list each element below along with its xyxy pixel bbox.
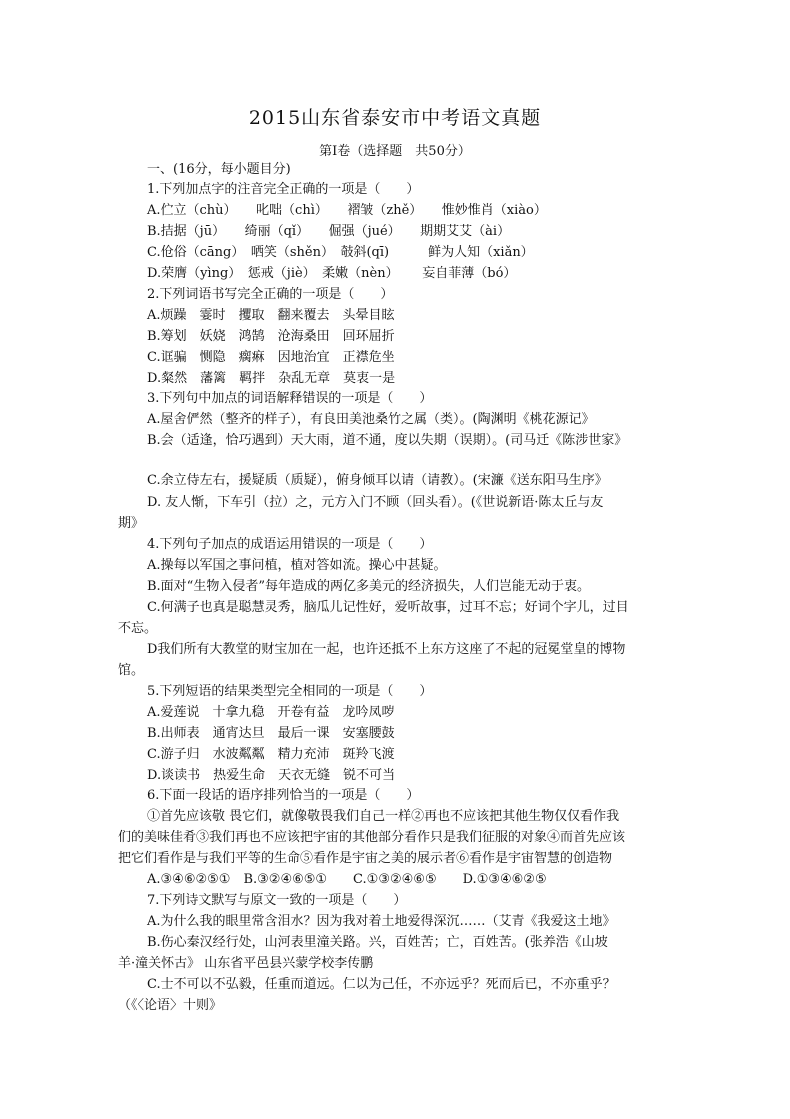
q3-option-a: A.屋舍俨然（整齐的样子），有良田美池桑竹之属（类）。(陶渊明《桃花源记》 — [147, 412, 595, 427]
page-title: 2015山东省泰安市中考语文真题 — [248, 107, 542, 129]
q1-option-a: A.伫立（chù） 叱咄（chì） 褶皱（zhě） 惟妙惟肖（xiào） — [147, 203, 547, 218]
q2-option-b: B.筹划 妖娆 鸿鹄 沧海桑田 回环屈折 — [147, 329, 395, 344]
q1-option-d: D.荣膺（yìng） 惩戒（jiè） 柔嫩（nèn） 妄自菲薄（bó） — [147, 266, 517, 281]
q4-option-c-cont: 不忘。 — [118, 621, 158, 636]
q2-option-c: C.诓骗 恻隐 瘸痳 因地治宜 正襟危坐 — [147, 350, 395, 365]
q7-option-c: C.士不可以不弘毅，任重而道远。仁以为己任，不亦远乎？死而后已，不亦重乎？ — [147, 977, 616, 992]
q3-option-d: D. 友人惭，下车引（拉）之，元方入门不顾（回头看）。(《世说新语·陈太丘与友 — [147, 495, 604, 510]
q4-option-a: A.操每以军国之事问植，植对答如流。操心中甚疑。 — [147, 558, 447, 573]
q6-options: A.③④⑥②⑤① B.③②④⑥⑤① C.①③②④⑥⑤ D.①③④⑥②⑤ — [147, 872, 547, 887]
q3-option-b: B.会（适逢，恰巧遇到）天大雨，道不通，度以失期（误期）。(司马迁《陈涉世家》 — [147, 433, 628, 448]
q6-passage-line-2: 们的美味佳肴③我们再也不应该把宇宙的其他部分看作只是我们征服的对象④而首先应该 — [118, 830, 626, 845]
q7-option-b-cont: 羊·潼关怀古》 山东省平邑县兴蒙学校李传鹏 — [118, 956, 374, 971]
q7-option-c-cont: （《〈论语〉十则》 — [118, 998, 223, 1013]
q4-option-d: D我们所有大教堂的财宝加在一起，也许还抵不上东方这座了不起的冠冕堂皇的博物 — [147, 642, 626, 657]
question-6: 6.下面一段话的语序排列恰当的一项是（ ） — [147, 788, 420, 803]
question-4: 4.下列句子加点的成语运用错误的一项是（ ） — [147, 537, 433, 552]
q7-option-b: B.伤心秦汉经行处，山河表里潼关路。兴，百姓苦；亡，百姓苦。(张养浩《山坡 — [147, 935, 608, 950]
q4-option-d-cont: 馆。 — [118, 663, 145, 678]
q5-option-a: A.爱莲说 十拿九稳 开卷有益 龙吟凤哕 — [147, 705, 395, 720]
q1-option-c: C.伧俗（cāng） 哂笑（shěn） 攲斜(qī) 鲜为人知（xiǎn） — [147, 245, 534, 260]
q6-passage-line-3: 把它们看作是与我们平等的生命⑤看作是宇宙之美的展示者⑥看作是宇宙智慧的创造物 — [118, 851, 613, 866]
q5-option-d: D.谈读书 热爱生命 天衣无缝 锐不可当 — [147, 768, 396, 783]
question-3: 3.下列句中加点的词语解释错误的一项是（ ） — [147, 391, 433, 406]
q2-option-d: D.粲然 藩篱 羁拌 杂乱无章 莫衷一是 — [147, 371, 396, 386]
question-1: 1.下列加点字的注音完全正确的一项是（ ） — [147, 182, 420, 197]
question-2: 2.下列词语书写完全正确的一项是（ ） — [147, 287, 394, 302]
question-5: 5.下列短语的结果类型完全相同的一项是（ ） — [147, 684, 433, 699]
q5-option-b: B.出师表 通宵达旦 最后一课 安塞腰鼓 — [147, 726, 395, 741]
section-heading: 一、(16分，每小题目分) — [147, 162, 291, 177]
q1-option-b: B.拮据（jū） 绮丽（qǐ） 倔强（jué） 期期艾艾（ài） — [147, 224, 511, 239]
page-subtitle: 第Ⅰ卷（选择题 共50分） — [319, 144, 471, 159]
q3-option-d-cont: 期》 — [118, 516, 145, 531]
q3-option-c: C.余立侍左右，援疑质（质疑），俯身倾耳以请（请教）。(宋濂《送东阳马生序》 — [147, 473, 608, 488]
q2-option-a: A.烦躁 霎时 攫取 翻来覆去 头晕目眩 — [147, 308, 395, 323]
q5-option-c: C.游子归 水波粼粼 精力充沛 斑羚飞渡 — [147, 747, 395, 762]
q4-option-b: B.面对“生物入侵者”每年造成的两亿多美元的经济损失，人们岂能无动于衷。 — [147, 579, 590, 594]
question-7: 7.下列诗文默写与原文一致的一项是（ ） — [147, 893, 407, 908]
q7-option-a: A.为什么我的眼里常含泪水？因为我对着土地爱得深沉……（艾青《我爱这土地》 — [147, 914, 616, 929]
q6-passage-line-1: ①首先应该敬 畏它们，就像敬畏我们自己一样②再也不应该把其他生物仅仅看作我 — [147, 809, 620, 824]
q4-option-c: C.何满子也真是聪慧灵秀，脑瓜儿记性好，爱听故事，过耳不忘；好词个字儿，过目 — [147, 600, 629, 615]
